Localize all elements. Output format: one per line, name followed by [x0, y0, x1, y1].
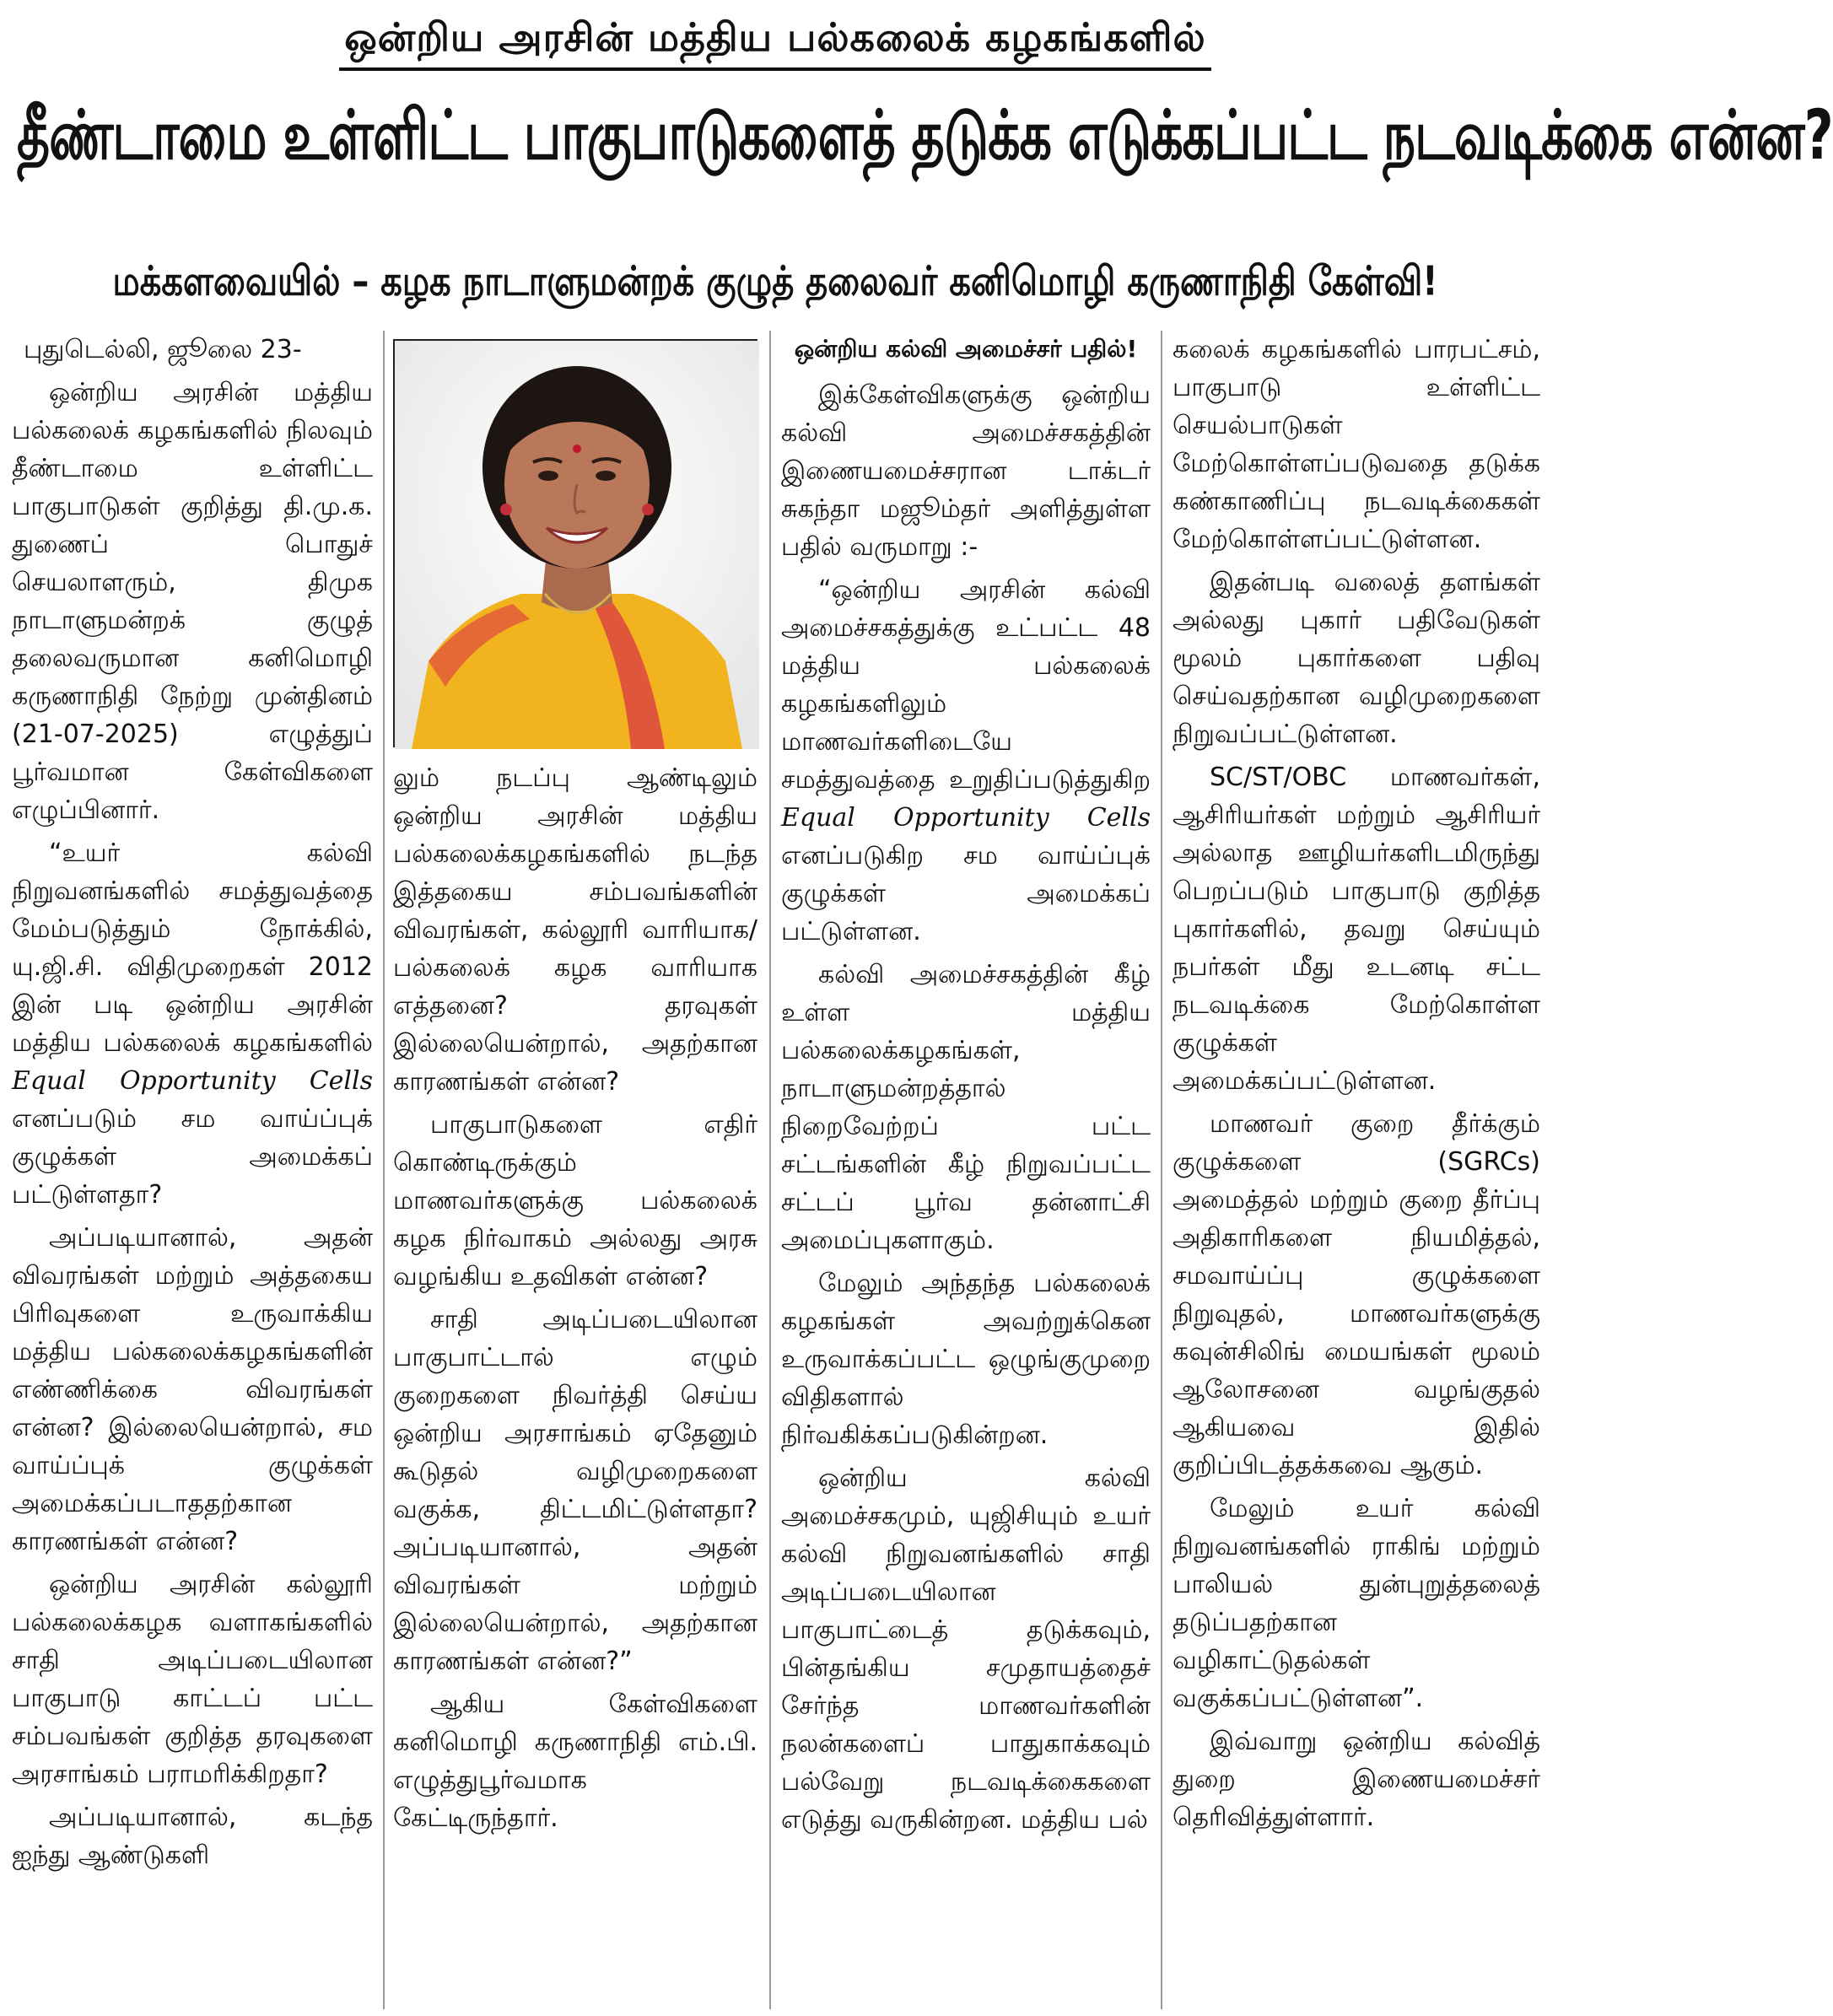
headline: தீண்டாமை உள்ளிட்ட பாகுபாடுகளைத் தடுக்க எடுக்கப்பட்ட நடவடிக்கை என்ன?	[17, 95, 1833, 176]
article-column-2	[393, 759, 757, 1842]
paragraph: கல்வி அமைச்சகத்தின் கீழ் உள்ள மத்திய பல்கலைக்கழகங்கள், நாடாளுமன்றத்தால் நிறைவேற்றப் பட்ட சட்டங்களின் கீழ் நிறுவப்பட்ட சட்டப் பூர்வ தன்னாட்சி அமைப்புகளாகும்.	[781, 960, 1151, 1255]
article-column-4	[1173, 331, 1540, 1841]
paragraph: லும் நடப்பு ஆண்டிலும் ஒன்றிய அரசின் மத்திய பல்கலைக்கழகங்களில் நடந்த இத்தகைய சம்பவங்களின் விவரங்கள், கல்லூரி வாரியாக/பல்கலைக் கழக வாரியாக எத்தனை? தரவுகள் இல்லையென்றால், அதற்கான காரணங்கள் என்ன?	[393, 763, 757, 1097]
article-column-1	[12, 331, 373, 1879]
paragraph: ஒன்றிய அரசின் கல்லூரி பல்கலைக்கழக வளாகங்களில் சாதி அடிப்படையிலான பாகுபாடு காட்டப் பட்ட சம்பவங்கள் குறித்த தரவுகளை அரசாங்கம் பராமரிக்கிறதா?	[12, 1570, 373, 1789]
column-rule	[1161, 331, 1162, 2009]
paragraph: இவ்வாறு ஒன்றிய கல்வித் துறை இணையமைச்சர் தெரிவித்துள்ளார்.	[1173, 1727, 1540, 1832]
portrait-photo	[393, 339, 757, 747]
article-column-3	[781, 331, 1151, 1844]
paragraph: அப்படியானால், அதன் விவரங்கள் மற்றும் அத்தகைய பிரிவுகளை உருவாக்கிய மத்திய பல்கலைக்கழகங்களின் எண்ணிக்கை விவரங்கள் என்ன? இல்லையென்றால், சம வாய்ப்புக் குழுக்கள் அமைக்கப்படாததற்கான காரணங்கள் என்ன?	[12, 1223, 373, 1556]
kicker: ஒன்றிய அரசின் மத்திய பல்கலைக் கழகங்களில்	[339, 10, 1210, 71]
paragraph: SC/ST/OBC மாணவர்கள், ஆசிரியர்கள் மற்றும் ஆசிரியர் அல்லாத ஊழியர்களிடமிருந்து பெறப்படும் பாகுபாடு குறித்த புகார்களில், தவறு செய்யும் நபர்கள் மீது உடனடி சட்ட நடவடிக்கை மேற்கொள்ள குழுக்கள் அமைக்கப்பட்டுள்ளன.	[1173, 763, 1540, 1096]
section-subtitle: ஒன்றிய கல்வி அமைச்சர் பதில்!	[794, 335, 1138, 363]
paragraph: “ஒன்றிய அரசின் கல்வி அமைச்சகத்துக்கு உட்பட்ட 48 மத்திய பல்கலைக் கழகங்களிலும் மாணவர்களிடையே சமத்துவத்தை உறுதிப்படுத்துகிற Equal Opportunity Cells எனப்படுகிற சம வாய்ப்புக் குழுக்கள் அமைக்கப் பட்டுள்ளன.	[781, 575, 1151, 946]
subheadline: மக்களவையில் – கழக நாடாளுமன்றக் குழுத் தலைவர் கனிமொழி கருணாநிதி கேள்வி!	[112, 258, 1438, 305]
paragraph: இதன்படி வலைத் தளங்கள் அல்லது புகார் பதிவேடுகள் மூலம் புகார்களை பதிவு செய்வதற்கான வழிமுறைகளை நிறுவப்பட்டுள்ளன.	[1173, 568, 1540, 749]
paragraph: ஆகிய கேள்விகளை கனிமொழி கருணாநிதி எம்.பி. எழுத்துபூர்வமாக கேட்டிருந்தார்.	[393, 1690, 757, 1833]
paragraph: ஒன்றிய அரசின் மத்திய பல்கலைக் கழகங்களில் நிலவும் தீண்டாமை உள்ளிட்ட பாகுபாடுகள் குறித்து தி.மு.க. துணைப் பொதுச் செயலாளரும், திமுக நாடாளுமன்றக் குழுத் தலைவருமான கனிமொழி கருணாநிதி நேற்று முன்தினம் (21-07-2025) எழுத்துப் பூர்வமான கேள்விகளை எழுப்பினார்.	[12, 378, 373, 825]
paragraph: மேலும் உயர் கல்வி நிறுவனங்களில் ராகிங் மற்றும் பாலியல் துன்புறுத்தலைத் தடுப்பதற்கான வழிகாட்டுதல்கள் வகுக்கப்பட்டுள்ளன”.	[1173, 1494, 1540, 1713]
column-rule	[769, 331, 771, 2009]
column-rule	[383, 331, 385, 2009]
paragraph: “உயர் கல்வி நிறுவனங்களில் சமத்துவத்தை மேம்படுத்தும் நோக்கில், யு.ஜி.சி. விதிமுறைகள் 2012 இன் படி ஒன்றிய அரசின் மத்திய பல்கலைக் கழகங்களில் Equal Opportunity Cells எனப்படும் சம வாய்ப்புக் குழுக்கள் அமைக்கப் பட்டுள்ளதா?	[12, 838, 373, 1210]
kicker-container	[0, 10, 1550, 71]
paragraph: அப்படியானால், கடந்த ஐந்து ஆண்டுகளி	[12, 1803, 373, 1870]
paragraph: கலைக் கழகங்களில் பாரபட்சம், பாகுபாடு உள்ளிட்ட செயல்பாடுகள் மேற்கொள்ளப்படுவதை தடுக்க கண்காணிப்பு நடவடிக்கைகள் மேற்கொள்ளப்பட்டுள்ளன.	[1173, 335, 1540, 554]
paragraph: மேலும் அந்தந்த பல்கலைக் கழகங்கள் அவற்றுக்கென உருவாக்கப்பட்ட ஒழுங்குமுறை விதிகளால் நிர்வகிக்கப்படுகின்றன.	[781, 1269, 1151, 1450]
paragraph: பாகுபாடுகளை எதிர் கொண்டிருக்கும் மாணவர்களுக்கு பல்கலைக் கழக நிர்வாகம் அல்லது அரசு வழங்கிய உதவிகள் என்ன?	[393, 1110, 757, 1291]
dateline: புதுடெல்லி, ஜூலை 23-	[24, 335, 302, 364]
paragraph: ஒன்றிய கல்வி அமைச்சகமும், யுஜிசியும் உயர் கல்வி நிறுவனங்களில் சாதி அடிப்படையிலான பாகுபாட்டைத் தடுக்கவும், பின்தங்கிய சமுதாயத்தைச் சேர்ந்த மாணவர்களின் நலன்களைப் பாதுகாக்கவும் பல்வேறு நடவடிக்கைகளை எடுத்து வருகின்றன. மத்திய பல்	[781, 1463, 1151, 1835]
portrait-illustration	[395, 341, 759, 749]
paragraph: மாணவர் குறை தீர்க்கும் குழுக்களை (SGRCs) அமைத்தல் மற்றும் குறை தீர்ப்பு அதிகாரிகளை நியமித்தல், சமவாய்ப்பு குழுக்களை நிறுவுதல், மாணவர்களுக்கு கவுன்சிலிங் மையங்கள் மூலம் ஆலோசனை வழங்குதல் ஆகியவை இதில் குறிப்பிடத்தக்கவை ஆகும்.	[1173, 1109, 1540, 1480]
paragraph: இக்கேள்விகளுக்கு ஒன்றிய கல்வி அமைச்சகத்தின் இணையமைச்சரான டாக்டர் சுகந்தா மஜூம்தர் அளித்துள்ள பதில் வருமாறு :-	[781, 380, 1151, 562]
paragraph: சாதி அடிப்படையிலான பாகுபாட்டால் எழும் குறைகளை நிவர்த்தி செய்ய ஒன்றிய அரசாங்கம் ஏதேனும் கூடுதல் வழிமுறைகளை வகுக்க, திட்டமிட்டுள்ளதா? அப்படியானால், அதன் விவரங்கள் மற்றும் இல்லையென்றால், அதற்கான காரணங்கள் என்ன?”	[393, 1305, 757, 1676]
